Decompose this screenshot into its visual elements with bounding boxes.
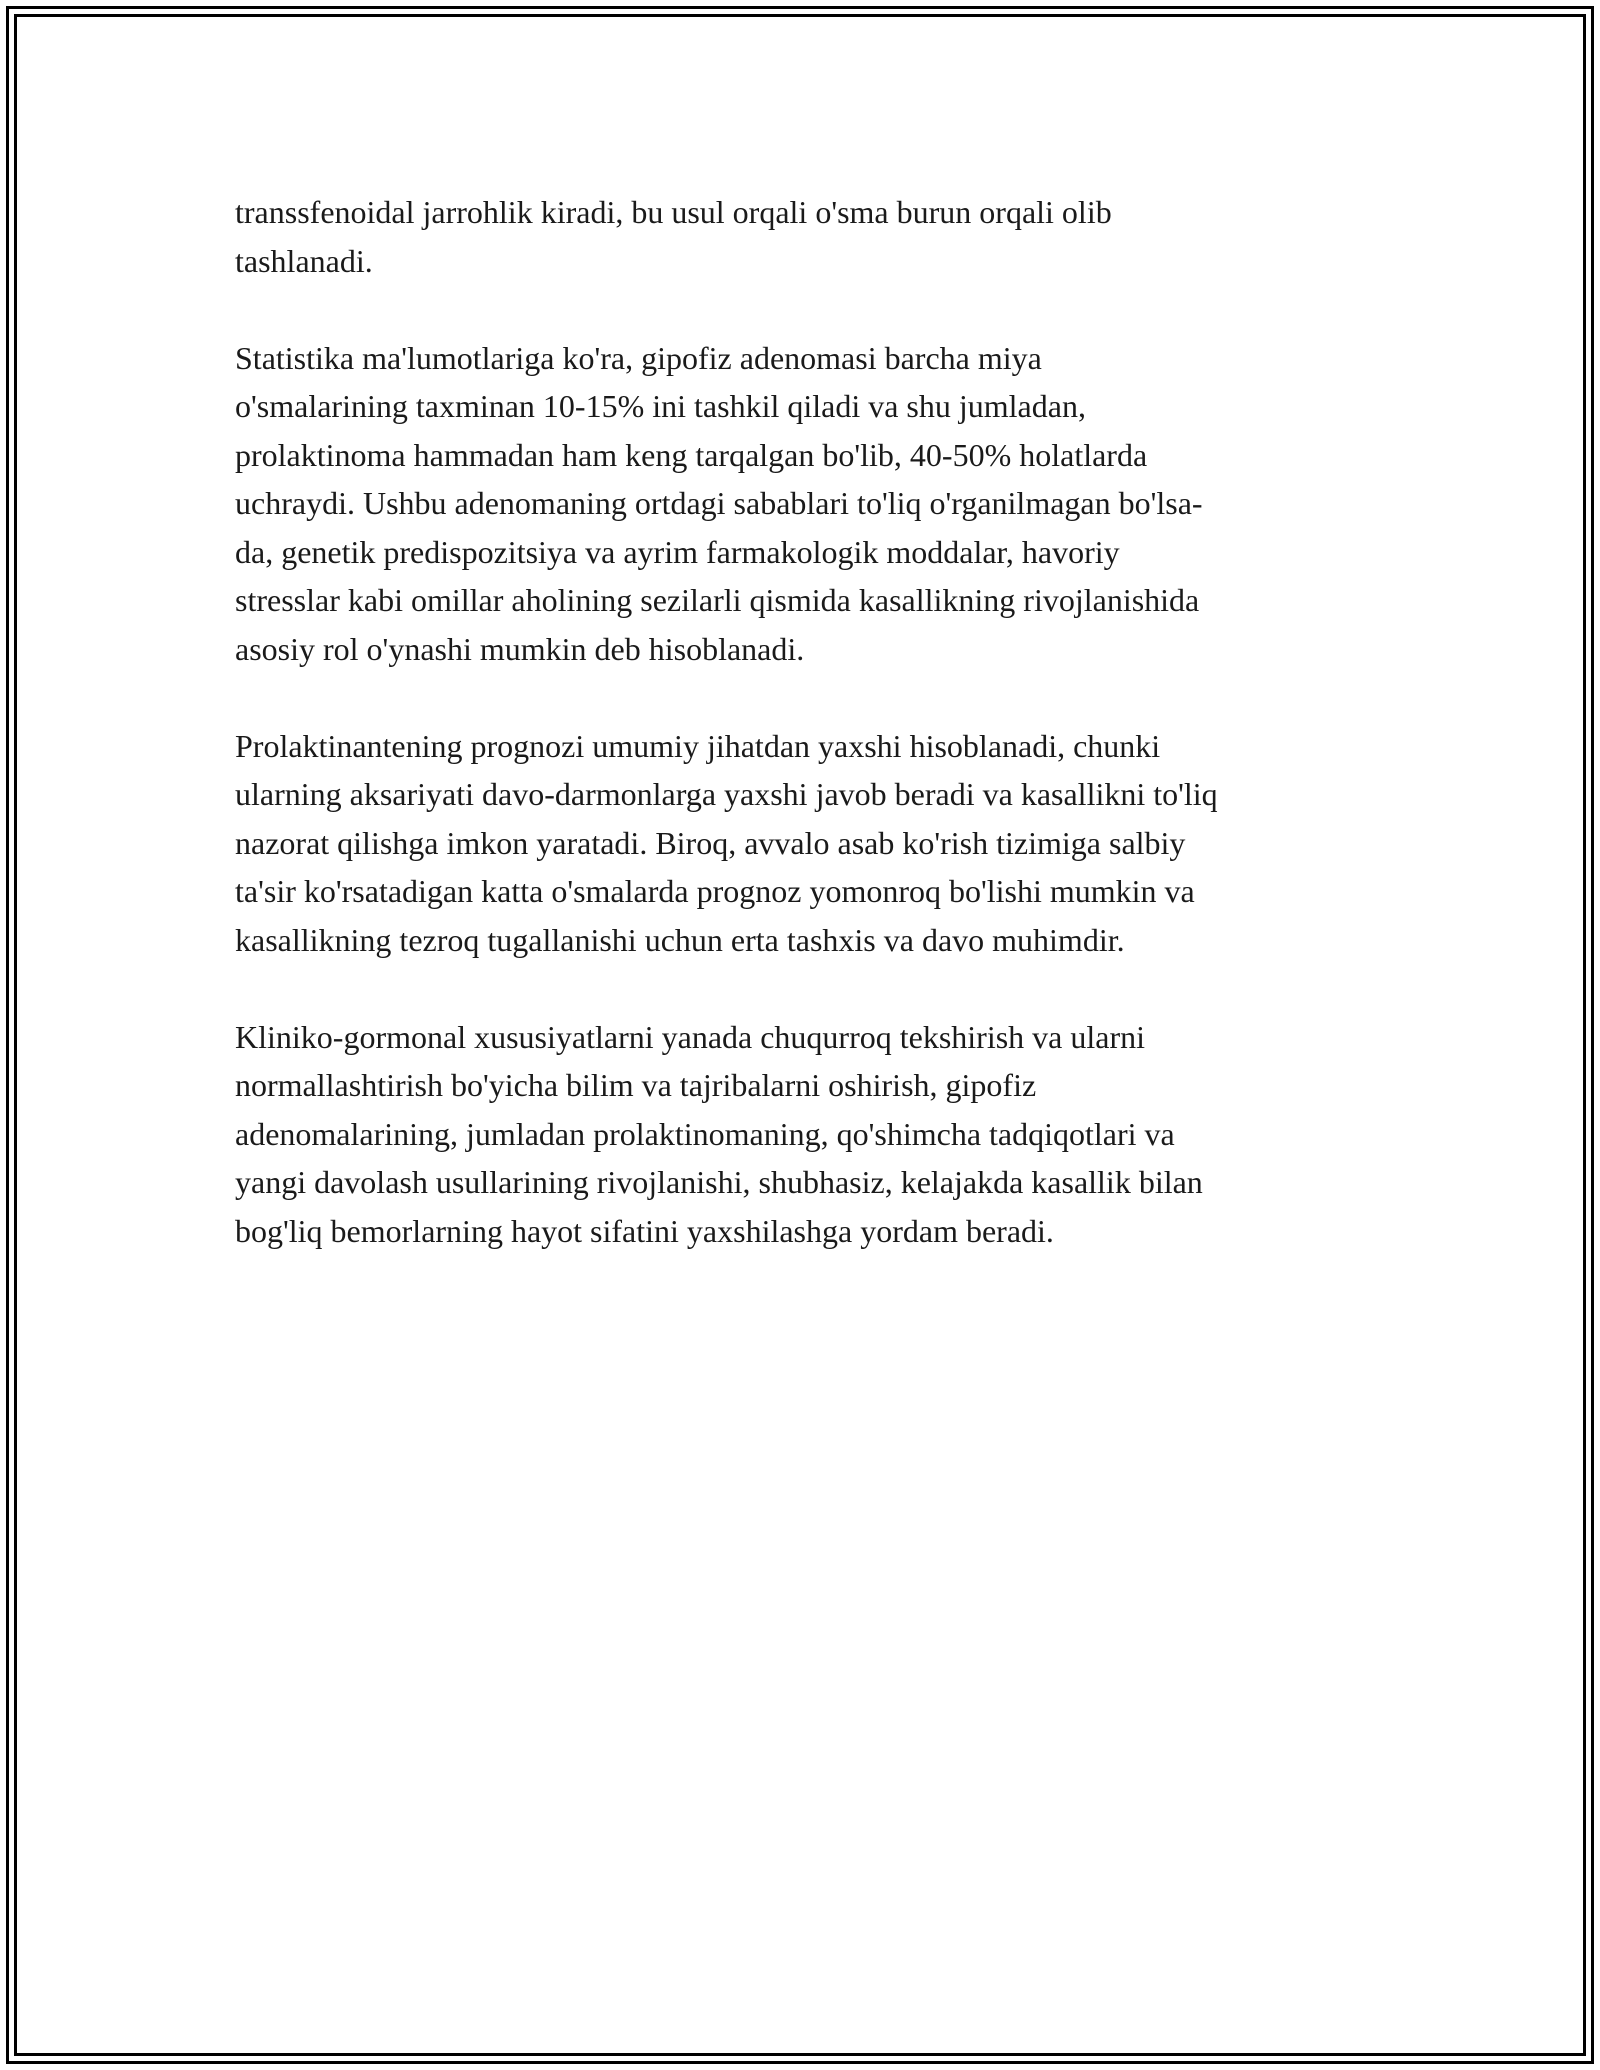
paragraph-line: Prolaktinantening prognozi umumiy jihatdan yaxshi hisoblanadi, chunki — [235, 727, 1161, 764]
paragraph-line: normallashtirish bo'yicha bilim va tajribalarni oshirish, gipofiz — [235, 1067, 1037, 1103]
paragraph-2 — [235, 334, 1375, 674]
paragraph-4 — [235, 1013, 1375, 1256]
paragraph-line: prolaktinoma hammadan ham keng tarqalgan bo'lib, 40-50% holatlarda — [235, 436, 1148, 473]
paragraph-line: bog'liq bemorlarning hayot sifatini yaxshilashga yordam beradi. — [235, 1212, 1054, 1249]
paragraph-line: ularning aksariyati davo-darmonlarga yaxshi javob beradi va kasallikni to'liq — [235, 776, 1218, 812]
paragraph-line: kasallikning tezroq tugallanishi uchun erta tashxis va davo muhimdir. — [235, 921, 1125, 958]
paragraph-line: adenomalarining, jumladan prolaktinomaning, qo'shimcha tadqiqotlari va — [235, 1115, 1175, 1152]
paragraph-line: stresslar kabi omillar aholining sezilarli qismida kasallikning rivojlanishida — [235, 582, 1200, 618]
paragraph-line: transsfenoidal jarrohlik kiradi, bu usul orqali o'sma burun orqali olib — [235, 194, 1112, 230]
paragraph-1 — [235, 188, 1375, 285]
paragraph-line: tashlanadi. — [235, 242, 373, 279]
paragraph-line: uchraydi. Ushbu adenomaning ortdagi sabablari to'liq o'rganilmagan bo'lsa- — [235, 485, 1203, 521]
paragraph-line: ta'sir ko'rsatadigan katta o'smalarda prognoz yomonroq bo'lishi mumkin va — [235, 873, 1195, 909]
paragraph-line: Kliniko-gormonal xususiyatlarni yanada chuqurroq tekshirish va ularni — [235, 1018, 1146, 1055]
paragraph-line: yangi davolash usullarining rivojlanishi, shubhasiz, kelajakda kasallik bilan — [235, 1164, 1203, 1200]
paragraph-line: Statistika ma'lumotlariga ko'ra, gipofiz adenomasi barcha miya — [235, 339, 1042, 376]
paragraph-line: asosiy rol o'ynashi mumkin deb hisoblanadi. — [235, 630, 805, 667]
paragraph-line: o'smalarining taxminan 10-15% ini tashkil qiladi va shu jumladan, — [235, 388, 1086, 424]
paragraph-3 — [235, 722, 1375, 965]
document-body — [235, 188, 1375, 1304]
paragraph-line: nazorat qilishga imkon yaratadi. Biroq, avvalo asab ko'rish tizimiga salbiy — [235, 824, 1186, 861]
paragraph-line: da, genetik predispozitsiya va ayrim farmakologik moddalar, havoriy — [235, 533, 1120, 570]
